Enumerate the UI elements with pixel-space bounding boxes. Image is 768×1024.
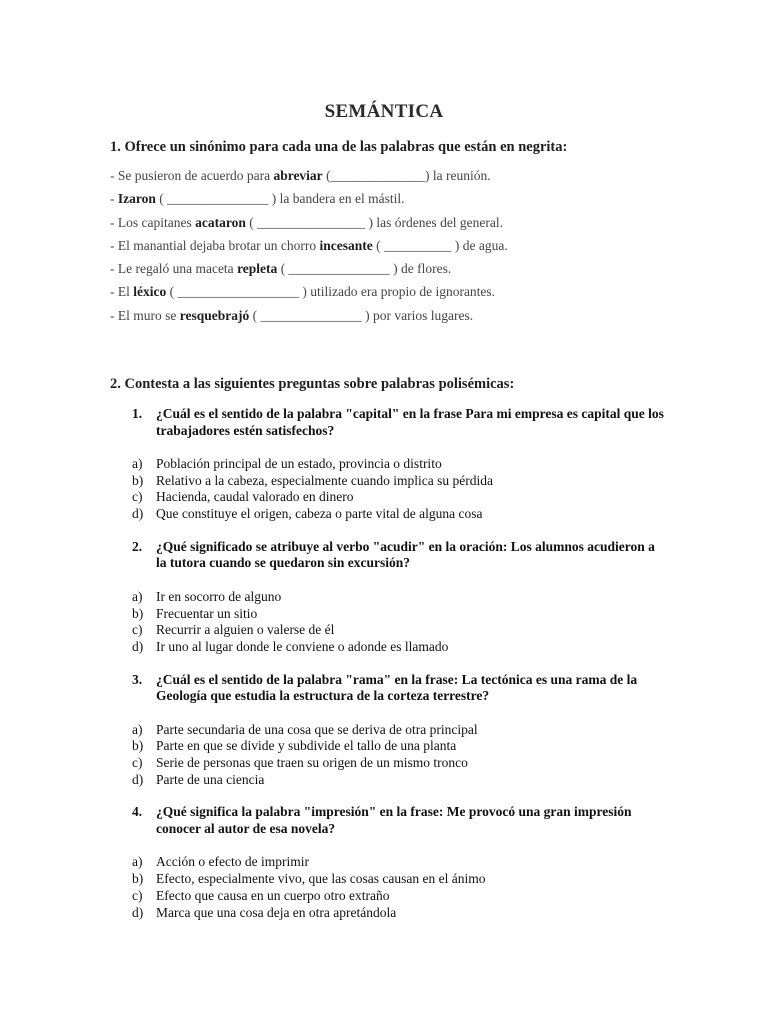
bold-word: incesante [319,237,373,253]
option-letter: c) [132,622,143,638]
option-text: Hacienda, caudal valorado en dinero [156,489,354,505]
option-text: Que constituye el origen, cabeza o parte vital de alguna cosa [156,506,483,522]
option-text: Ir en socorro de alguno [156,588,282,604]
line-text-after: ( _______________ ) por varios lugares. [249,307,474,323]
answer-options [110,854,670,921]
question-number: 2. [132,538,143,554]
question-text: ¿Cuál es el sentido de la palabra "rama" en la frase: La tectónica es una rama de la Geología que estudia la estructura de la corteza terrestre? [156,671,638,704]
answer-option [110,854,670,871]
line-text-after: ( __________ ) de agua. [372,237,508,253]
answer-option [110,639,670,656]
option-letter: c) [132,489,143,505]
line-text-after: ( __________________ ) utilizado era propio de ignorantes. [166,284,496,300]
option-letter: a) [132,854,143,870]
answer-options [110,456,670,523]
line-text-before: - El muro se [110,307,180,323]
option-text: Serie de personas que traen su origen de un mismo tronco [156,755,468,771]
line-text-after: ( ________________ ) las órdenes del general. [245,214,504,230]
question-number: 3. [132,671,143,687]
synonym-line [110,190,710,213]
answer-option [110,606,670,623]
answer-option [110,738,670,755]
section-2-heading: 2. Contesta a las siguientes preguntas sobre palabras polisémicas: [110,376,515,392]
question-number-cell [110,804,156,837]
option-text: Efecto que causa en un cuerpo otro extraño [156,887,390,903]
option-text: Ir uno al lugar donde le conviene o adonde es llamado [156,638,449,654]
option-letter: b) [132,605,144,621]
synonym-line [110,307,710,330]
option-letter: d) [132,771,144,787]
question-text: ¿Qué significado se atribuye al verbo "acudir" en la oración: Los alumnos acudieron a la tutora cuando se quedaron sin excursión? [156,538,655,571]
option-letter: c) [132,755,143,771]
question-number-cell [110,539,156,572]
bold-word: léxico [133,284,167,300]
answer-option [110,888,670,905]
option-letter: b) [132,871,144,887]
section-1-heading: 1. Ofrece un sinónimo para cada una de las palabras que están en negrita: [110,139,568,155]
question [110,539,670,572]
option-letter: d) [132,638,144,654]
option-text: Acción o efecto de imprimir [156,854,309,870]
synonym-exercise-list [110,167,710,330]
line-text-before: - Los capitanes [110,214,196,230]
answer-option [110,905,670,922]
question-text: ¿Cuál es el sentido de la palabra "capital" en la frase Para mi empresa es capital que los trabajadores estén satisfechos? [156,406,664,438]
polysemy-questions [110,406,670,937]
option-text: Recurrir a alguien o valerse de él [156,622,335,638]
question-number: 4. [132,804,143,820]
answer-option [110,755,670,772]
question-block [110,672,670,789]
answer-option [110,506,670,523]
option-text: Parte de una ciencia [156,771,265,787]
option-text: Parte secundaria de una cosa que se deriva de otra principal [156,721,478,737]
question [110,804,670,837]
bold-word: repleta [237,261,278,277]
option-text: Frecuentar un sitio [156,605,258,621]
option-letter: c) [132,887,143,903]
answer-option [110,622,670,639]
page-title: SEMÁNTICA [324,101,444,122]
bold-word: abreviar [273,168,323,183]
answer-option [110,871,670,888]
bold-word: Izaron [117,191,156,207]
question-number: 1. [132,406,143,421]
line-text-after: ( _______________ ) de flores. [277,261,452,277]
line-text-before: - El [110,284,134,300]
answer-option [110,456,670,473]
question [110,672,670,705]
option-letter: a) [132,588,143,604]
line-text-before: - [110,191,118,207]
option-text: Parte en que se divide y subdivide el tallo de una planta [156,738,457,754]
synonym-line [110,283,710,306]
answer-option [110,489,670,506]
line-text-after: (______________) la reunión. [322,168,491,183]
option-text: Marca que una cosa deja en otra apretándola [156,904,397,920]
question-block [110,804,670,921]
line-text-after: ( _______________ ) la bandera en el mástil. [155,191,405,207]
question [110,406,670,439]
answer-option [110,772,670,789]
option-text: Relativo a la cabeza, especialmente cuando implica su pérdida [156,472,493,488]
option-text: Efecto, especialmente vivo, que las cosas causan en el ánimo [156,871,486,887]
answer-option [110,473,670,490]
bold-word: resquebrajó [179,307,250,323]
synonym-line [110,237,710,260]
option-letter: d) [132,506,144,522]
line-text-before: - Le regaló una maceta [110,261,238,277]
question-number-cell [110,406,156,439]
synonym-line [110,260,710,283]
answer-options [110,589,670,656]
option-letter: a) [132,456,143,471]
option-letter: b) [132,472,144,488]
option-letter: b) [132,738,144,754]
synonym-line [110,167,710,190]
question-block [110,539,670,656]
line-text-before: - El manantial dejaba brotar un chorro [110,237,320,253]
line-text-before: - Se pusieron de acuerdo para [110,168,274,183]
option-letter: d) [132,904,144,920]
synonym-line [110,214,710,237]
question-text: ¿Qué significa la palabra "impresión" en la frase: Me provocó una gran impresión conocer al autor de esa novela? [156,804,632,836]
answer-option [110,722,670,739]
option-text: Población principal de un estado, provincia o distrito [156,456,442,471]
bold-word: acataron [195,214,246,230]
option-letter: a) [132,721,143,737]
answer-options [110,722,670,789]
question-block [110,406,670,523]
question-number-cell [110,672,156,705]
answer-option [110,589,670,606]
